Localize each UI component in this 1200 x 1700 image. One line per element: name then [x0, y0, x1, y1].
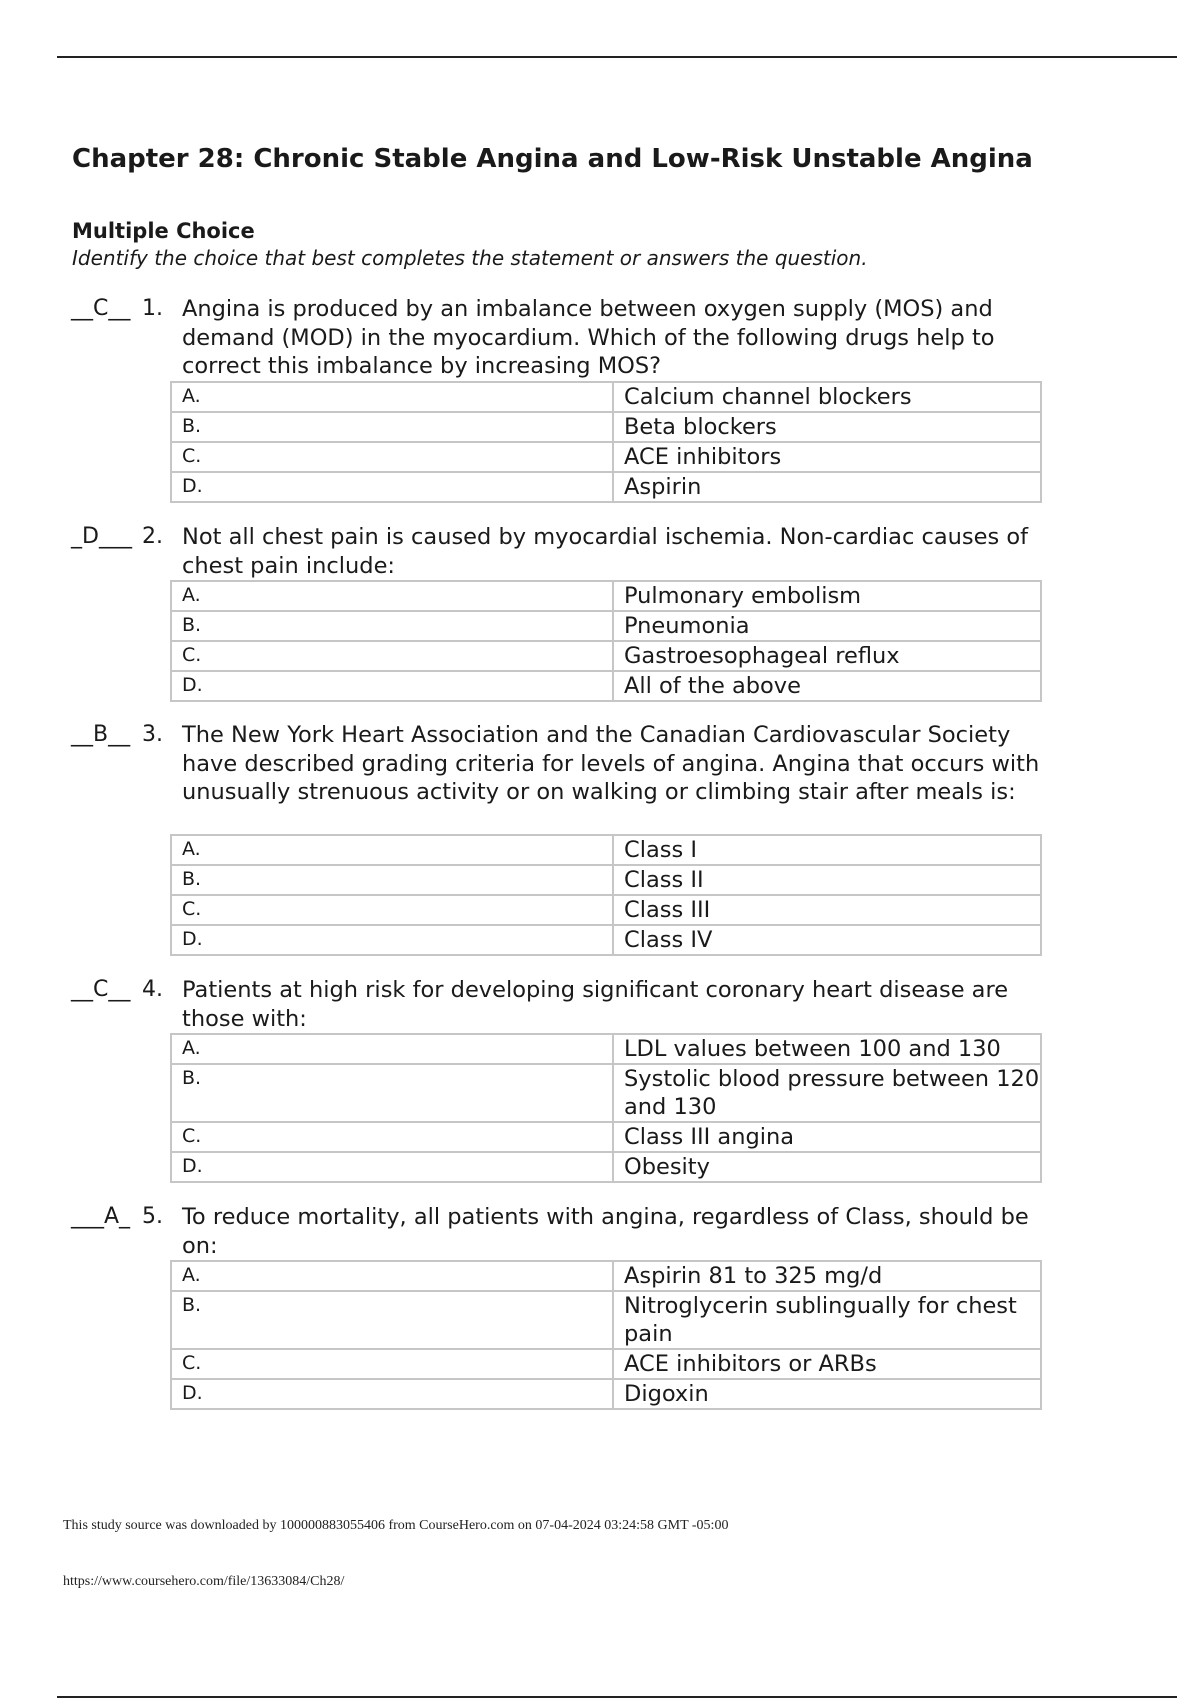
choice-text: Obesity: [613, 1152, 1041, 1182]
choice-letter: A.: [171, 1034, 613, 1064]
question-number: 1.: [142, 296, 163, 321]
choice-row: [171, 472, 1041, 502]
choice-text: Class IV: [613, 925, 1041, 955]
choice-row: [171, 412, 1041, 442]
choice-table: [170, 1033, 1042, 1183]
choice-letter: B.: [171, 1064, 613, 1122]
choice-row: [171, 1034, 1041, 1064]
choice-row: [171, 865, 1041, 895]
choice-row: [171, 611, 1041, 641]
choice-text: LDL values between 100 and 130: [613, 1034, 1041, 1064]
choice-letter: A.: [171, 382, 613, 412]
question-text: Angina is produced by an imbalance between oxygen supply (MOS) and demand (MOD) in the myocardium. Which of the following drugs help to correct this imbalance by increasing MOS?: [182, 296, 995, 379]
choice-text: Class III: [613, 895, 1041, 925]
choice-text: Calcium channel blockers: [613, 382, 1041, 412]
choice-letter: C.: [171, 442, 613, 472]
choice-row: [171, 925, 1041, 955]
choice-letter: A.: [171, 1261, 613, 1291]
choice-letter: D.: [171, 1152, 613, 1182]
choice-text: Aspirin: [613, 472, 1041, 502]
choice-row: [171, 1379, 1041, 1409]
choice-row: [171, 895, 1041, 925]
choice-row: [171, 1349, 1041, 1379]
answer-blank: __C__: [71, 977, 131, 1002]
choice-text: Pneumonia: [613, 611, 1041, 641]
answer-blank: _D___: [71, 524, 132, 549]
choice-row: [171, 442, 1041, 472]
choice-letter: A.: [171, 581, 613, 611]
question-number: 2.: [142, 524, 163, 549]
question-text: Not all chest pain is caused by myocardial ischemia. Non-cardiac causes of chest pain include:: [182, 524, 1029, 579]
choice-text: Systolic blood pressure between 120 and 130: [613, 1064, 1041, 1122]
question-text: To reduce mortality, all patients with angina, regardless of Class, should be on:: [182, 1204, 1029, 1259]
choice-row: [171, 1261, 1041, 1291]
answer-blank: __C__: [71, 296, 131, 321]
section-heading: Multiple Choice: [72, 219, 255, 243]
choice-text: Class II: [613, 865, 1041, 895]
question-number: 3.: [142, 722, 163, 747]
choice-row: [171, 581, 1041, 611]
choice-table: [170, 834, 1042, 956]
question-number: 4.: [142, 977, 163, 1002]
choice-text: Gastroesophageal reflux: [613, 641, 1041, 671]
choice-text: All of the above: [613, 671, 1041, 701]
choice-letter: D.: [171, 925, 613, 955]
question-number: 5.: [142, 1204, 163, 1229]
choice-text: Class III angina: [613, 1122, 1041, 1152]
choice-letter: C.: [171, 1122, 613, 1152]
choice-letter: C.: [171, 641, 613, 671]
choice-letter: B.: [171, 1291, 613, 1349]
choice-table: [170, 1260, 1042, 1410]
choice-text: Beta blockers: [613, 412, 1041, 442]
choice-letter: D.: [171, 472, 613, 502]
choice-letter: D.: [171, 1379, 613, 1409]
choice-row: [171, 671, 1041, 701]
choice-row: [171, 1064, 1041, 1122]
choice-letter: C.: [171, 895, 613, 925]
choice-table: [170, 580, 1042, 702]
choice-letter: B.: [171, 611, 613, 641]
choice-text: Pulmonary embolism: [613, 581, 1041, 611]
choice-text: Nitroglycerin sublingually for chest pain: [613, 1291, 1041, 1349]
choice-letter: B.: [171, 865, 613, 895]
choice-row: [171, 1291, 1041, 1349]
download-source-note: This study source was downloaded by 100000883055406 from CourseHero.com on 07-04-2024 03:24:58 GMT -05:00: [63, 1518, 729, 1533]
choice-text: Aspirin 81 to 325 mg/d: [613, 1261, 1041, 1291]
question-text: Patients at high risk for developing significant coronary heart disease are those with:: [182, 977, 1009, 1032]
section-instructions: Identify the choice that best completes the statement or answers the question.: [72, 246, 868, 270]
source-url: https://www.coursehero.com/file/13633084/Ch28/: [63, 1574, 345, 1589]
choice-letter: B.: [171, 412, 613, 442]
choice-row: [171, 641, 1041, 671]
answer-blank: ___A_: [71, 1204, 131, 1229]
choice-letter: D.: [171, 671, 613, 701]
choice-letter: C.: [171, 1349, 613, 1379]
choice-row: [171, 1152, 1041, 1182]
answer-blank: __B__: [71, 722, 131, 747]
choice-text: Class I: [613, 835, 1041, 865]
choice-text: Digoxin: [613, 1379, 1041, 1409]
question-text: The New York Heart Association and the Canadian Cardiovascular Society have described grading criteria for levels of angina. Angina that occurs with unusually strenuous activity or on walking or climbing stair after meals is:: [182, 722, 1040, 805]
choice-row: [171, 835, 1041, 865]
chapter-title: Chapter 28: Chronic Stable Angina and Low-Risk Unstable Angina: [72, 144, 1033, 174]
choice-letter: A.: [171, 835, 613, 865]
choice-text: ACE inhibitors: [613, 442, 1041, 472]
choice-row: [171, 382, 1041, 412]
top-divider: [57, 56, 1177, 58]
choice-table: [170, 381, 1042, 503]
choice-text: ACE inhibitors or ARBs: [613, 1349, 1041, 1379]
choice-row: [171, 1122, 1041, 1152]
bottom-divider: [57, 1696, 1177, 1698]
